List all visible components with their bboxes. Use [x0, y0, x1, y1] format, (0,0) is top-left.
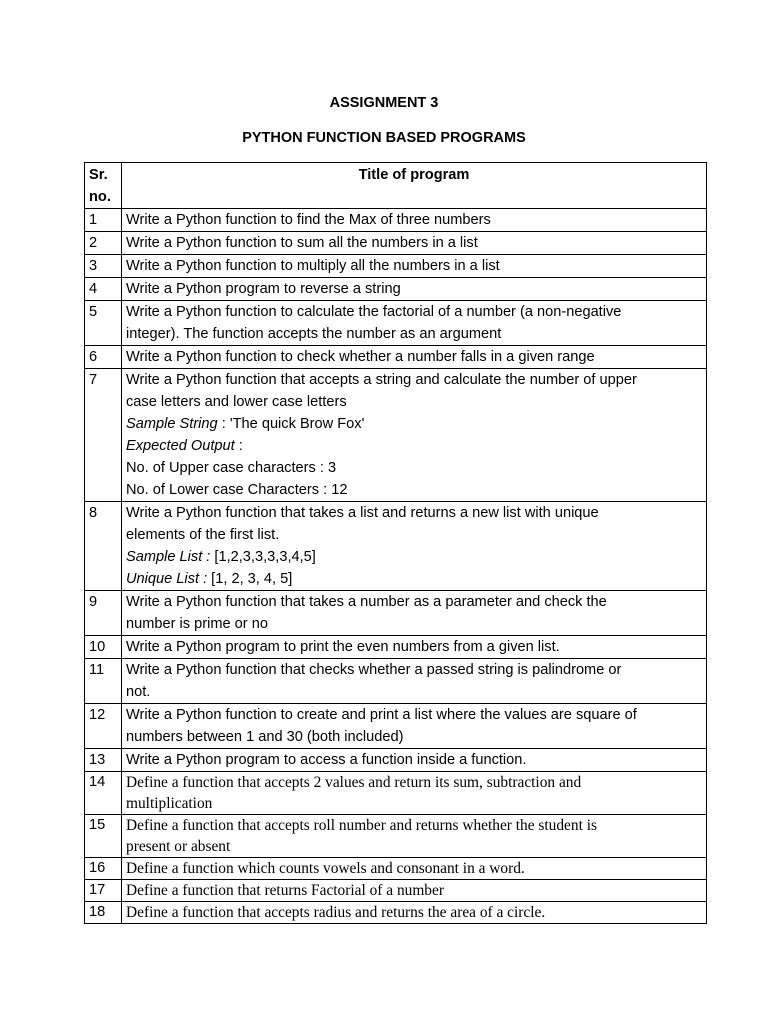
program-text-line — [126, 636, 702, 658]
table-row — [85, 278, 707, 301]
program-text-line — [126, 209, 702, 231]
line-text: Write a Python program to access a function inside a function. — [126, 752, 527, 768]
line-text: Write a Python function that accepts a string and calculate the number of upper — [126, 372, 637, 388]
line-text: numbers between 1 and 30 (both included) — [126, 729, 404, 745]
program-text-line — [126, 435, 702, 457]
program-text-line — [126, 902, 702, 923]
line-text: Write a Python function to sum all the numbers in a list — [126, 235, 478, 251]
row-program-title — [122, 880, 707, 902]
row-serial-number: 5 — [85, 301, 122, 346]
program-text-line — [126, 546, 702, 568]
table-row — [85, 232, 707, 255]
line-text: integer). The function accepts the number as an argument — [126, 326, 502, 342]
line-text: No. of Upper case characters : 3 — [126, 460, 337, 476]
line-text: No. of Lower case Characters : 12 — [126, 482, 348, 498]
programs-table — [84, 162, 707, 924]
table-row — [85, 815, 707, 858]
document-subtitle: PYTHON FUNCTION BASED PROGRAMS — [242, 130, 526, 146]
table-row — [85, 636, 707, 659]
program-text-line — [126, 772, 702, 793]
header-serial-line-1: Sr. — [89, 167, 108, 183]
program-text-line — [126, 457, 702, 479]
program-text-line — [126, 836, 702, 857]
row-program-title — [122, 301, 707, 346]
row-program-title — [122, 636, 707, 659]
table-row — [85, 749, 707, 772]
row-serial-number: 15 — [85, 815, 122, 858]
program-text-line — [126, 858, 702, 879]
table-row — [85, 301, 707, 346]
line-text: Write a Python function to calculate the factorial of a number (a non-negative — [126, 304, 622, 320]
row-program-title — [122, 659, 707, 704]
program-text-line — [126, 479, 702, 501]
line-text: number is prime or no — [126, 616, 268, 632]
row-serial-number: 18 — [85, 902, 122, 924]
program-text-line — [126, 659, 702, 681]
line-text: Write a Python function that checks whether a passed string is palindrome or — [126, 662, 622, 678]
program-text-line — [126, 568, 702, 590]
row-serial-number: 6 — [85, 346, 122, 369]
table-row — [85, 346, 707, 369]
line-text: Define a function that accepts roll number and returns whether the student is — [126, 817, 597, 834]
program-text-line — [126, 815, 702, 836]
line-text: multiplication — [126, 795, 213, 812]
line-text: Write a Python program to reverse a string — [126, 281, 401, 297]
row-serial-number: 7 — [85, 369, 122, 502]
program-text-line — [126, 278, 702, 300]
row-program-title — [122, 278, 707, 301]
line-text: Define a function that accepts radius and returns the area of a circle. — [126, 904, 546, 921]
sample-label: Unique List : — [126, 571, 208, 587]
program-text-line — [126, 613, 702, 635]
row-program-title — [122, 369, 707, 502]
line-text: Write a Python function that takes a list and returns a new list with unique — [126, 505, 599, 521]
table-header-row — [85, 163, 707, 209]
line-text: Write a Python function to create and print a list where the values are square of — [126, 707, 637, 723]
sample-label: Expected Output — [126, 438, 235, 454]
line-text: not. — [126, 684, 151, 700]
row-program-title — [122, 591, 707, 636]
table-row — [85, 704, 707, 749]
line-text: Write a Python program to print the even numbers from a given list. — [126, 639, 560, 655]
table-row — [85, 902, 707, 924]
table-row — [85, 772, 707, 815]
line-text: Define a function that returns Factorial of a number — [126, 882, 444, 899]
table-row — [85, 858, 707, 880]
table-row — [85, 209, 707, 232]
line-text: elements of the first list. — [126, 527, 280, 543]
header-program-title: Title of program — [122, 163, 707, 209]
row-serial-number: 10 — [85, 636, 122, 659]
program-text-line — [126, 346, 702, 368]
document-title: ASSIGNMENT 3 — [329, 95, 439, 111]
line-text: Define a function that accepts 2 values and return its sum, subtraction and — [126, 774, 582, 791]
sample-label: Sample List : — [126, 549, 211, 565]
line-text: : 'The quick Brow Fox' — [217, 416, 365, 432]
row-program-title — [122, 704, 707, 749]
program-text-line — [126, 323, 702, 345]
line-text: [1,2,3,3,3,3,4,5] — [210, 549, 316, 565]
program-text-line — [126, 880, 702, 901]
row-serial-number: 1 — [85, 209, 122, 232]
table-row — [85, 255, 707, 278]
row-serial-number: 16 — [85, 858, 122, 880]
line-text: [1, 2, 3, 4, 5] — [207, 571, 293, 587]
program-text-line — [126, 255, 702, 277]
program-text-line — [126, 301, 702, 323]
row-program-title — [122, 346, 707, 369]
program-text-line — [126, 391, 702, 413]
program-text-line — [126, 502, 702, 524]
program-text-line — [126, 793, 702, 814]
table-row — [85, 659, 707, 704]
program-text-line — [126, 413, 702, 435]
row-program-title — [122, 749, 707, 772]
row-program-title — [122, 232, 707, 255]
row-program-title — [122, 502, 707, 591]
row-program-title — [122, 858, 707, 880]
table-row — [85, 502, 707, 591]
line-text: present or absent — [126, 838, 231, 855]
row-serial-number: 13 — [85, 749, 122, 772]
table-row — [85, 369, 707, 502]
row-serial-number: 9 — [85, 591, 122, 636]
row-serial-number: 8 — [85, 502, 122, 591]
header-serial-number — [85, 163, 122, 209]
row-serial-number: 4 — [85, 278, 122, 301]
table-row — [85, 880, 707, 902]
line-text: Write a Python function to check whether a number falls in a given range — [126, 349, 595, 365]
program-text-line — [126, 524, 702, 546]
line-text: case letters and lower case letters — [126, 394, 347, 410]
row-program-title — [122, 772, 707, 815]
row-program-title — [122, 255, 707, 278]
program-text-line — [126, 749, 702, 771]
table-body — [85, 209, 707, 924]
sample-label: Sample String — [126, 416, 218, 432]
program-text-line — [126, 681, 702, 703]
program-text-line — [126, 704, 702, 726]
row-program-title — [122, 209, 707, 232]
line-text: Define a function which counts vowels and consonant in a word. — [126, 860, 525, 877]
program-text-line — [126, 591, 702, 613]
line-text: : — [234, 438, 243, 454]
row-serial-number: 17 — [85, 880, 122, 902]
line-text: Write a Python function that takes a number as a parameter and check the — [126, 594, 607, 610]
program-text-line — [126, 726, 702, 748]
program-text-line — [126, 232, 702, 254]
row-serial-number: 11 — [85, 659, 122, 704]
line-text: Write a Python function to multiply all the numbers in a list — [126, 258, 500, 274]
row-serial-number: 12 — [85, 704, 122, 749]
row-program-title — [122, 815, 707, 858]
header-serial-line-2: no. — [89, 189, 111, 205]
row-program-title — [122, 902, 707, 924]
row-serial-number: 14 — [85, 772, 122, 815]
line-text: Write a Python function to find the Max of three numbers — [126, 212, 491, 228]
row-serial-number: 3 — [85, 255, 122, 278]
program-text-line — [126, 369, 702, 391]
table-row — [85, 591, 707, 636]
row-serial-number: 2 — [85, 232, 122, 255]
